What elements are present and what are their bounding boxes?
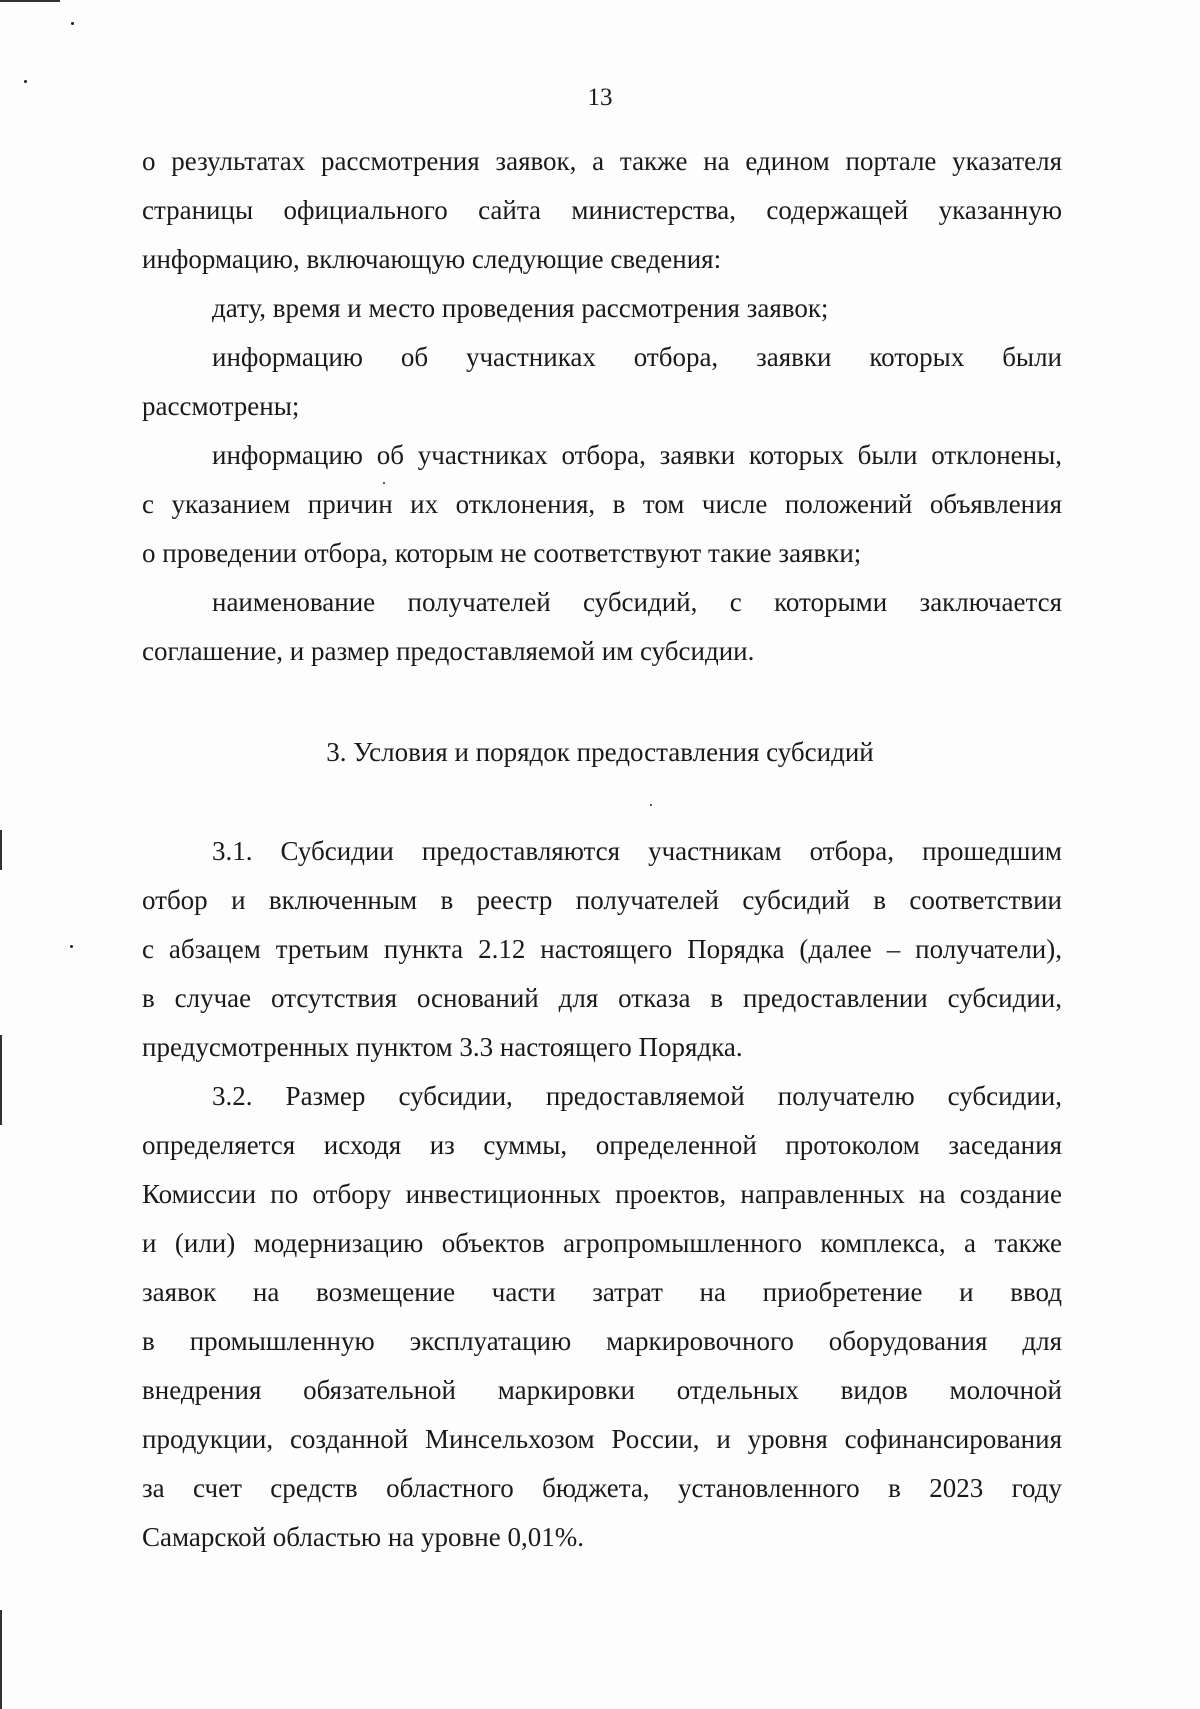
text-line: наименование получателей субсидий, с которыми заключается — [212, 587, 1062, 617]
section-heading: 3. Условия и порядок предоставления субсидий — [326, 737, 874, 767]
text-line: внедрения обязательной маркировки отдельных видов молочной — [142, 1375, 1062, 1405]
scan-edge-mark — [0, 830, 2, 870]
text-line: в случае отсутствия оснований для отказа в предоставлении субсидии, — [142, 983, 1062, 1013]
text-line: продукции, созданной Минсельхозом России, и уровня софинансирования — [142, 1424, 1062, 1454]
text-line: страницы официального сайта министерства, содержащей указанную — [142, 195, 1062, 225]
text-line: отбор и включенным в реестр получателей субсидий в соответствии — [142, 885, 1062, 915]
text-line: в промышленную эксплуатацию маркировочного оборудования для — [142, 1326, 1062, 1356]
text-line: 3.1. Субсидии предоставляются участникам отбора, прошедшим — [212, 836, 1062, 866]
text-line: и (или) модернизацию объектов агропромышленного комплекса, а также — [142, 1228, 1062, 1258]
text-line: о проведении отбора, которым не соответствуют такие заявки; — [142, 538, 862, 568]
scan-dot — [24, 80, 27, 83]
text-line: о результатах рассмотрения заявок, а также на едином портале указателя — [142, 146, 1062, 176]
scan-dot — [383, 482, 385, 484]
text-line: предусмотренных пунктом 3.3 настоящего Порядка. — [142, 1032, 743, 1062]
page-number: 13 — [587, 84, 613, 111]
text-line: информацию об участниках отбора, заявки которых были отклонены, — [212, 440, 1062, 470]
text-line: дату, время и место проведения рассмотрения заявок; — [212, 293, 829, 323]
text-line: за счет средств областного бюджета, установленного в 2023 году — [142, 1473, 1062, 1503]
text-line: с указанием причин их отклонения, в том числе положений объявления — [142, 489, 1062, 519]
text-line: соглашение, и размер предоставляемой им субсидии. — [142, 636, 755, 666]
text-line: Комиссии по отбору инвестиционных проектов, направленных на создание — [142, 1179, 1062, 1209]
text-line: информацию, включающую следующие сведения: — [142, 244, 722, 274]
scan-dot — [650, 804, 652, 806]
scan-edge-mark — [0, 1035, 2, 1125]
text-line: с абзацем третьим пункта 2.12 настоящего Порядка (далее – получатели), — [142, 934, 1062, 964]
text-line: 3.2. Размер субсидии, предоставляемой получателю субсидии, — [212, 1081, 1062, 1111]
text-line: информацию об участниках отбора, заявки которых были — [212, 342, 1062, 372]
scan-edge-mark-top — [0, 0, 60, 2]
scan-dot — [70, 945, 73, 948]
scan-edge-mark — [0, 1610, 2, 1709]
text-line: определяется исходя из суммы, определенной протоколом заседания — [142, 1130, 1062, 1160]
scan-dot — [71, 22, 74, 25]
text-line: Самарской областью на уровне 0,01%. — [142, 1522, 584, 1552]
text-line: заявок на возмещение части затрат на приобретение и ввод — [142, 1277, 1062, 1307]
text-line: рассмотрены; — [142, 391, 300, 421]
